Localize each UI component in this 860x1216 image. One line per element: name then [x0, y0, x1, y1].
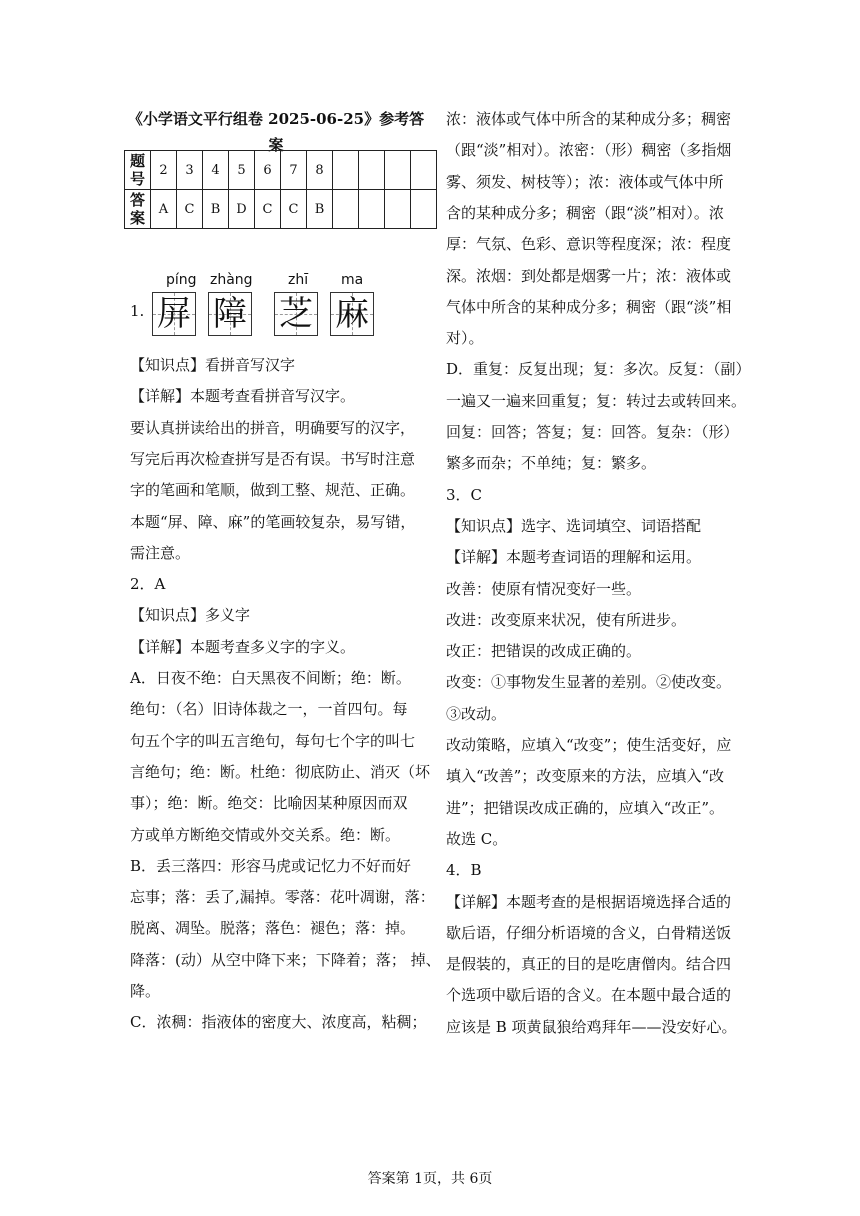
table-cell: 3 — [177, 151, 203, 190]
table-cell: 8 — [307, 151, 333, 190]
text-line: 改动策略，应填入“改变”；使生活变好，应 — [446, 736, 732, 754]
answer-table-row-numbers — [125, 151, 437, 190]
table-cell: 4 — [203, 151, 229, 190]
answer-table-header-answers: 答案 — [125, 190, 151, 229]
text-line: 3．C — [446, 485, 483, 504]
character-grid-box — [208, 292, 252, 336]
table-cell: C — [255, 190, 281, 229]
text-line: 对）。 — [446, 329, 484, 348]
text-line: C．浓稠：指液体的密度大、浓度高，粘稠； — [130, 1013, 427, 1032]
table-cell: B — [307, 190, 333, 229]
title-line-2: 案 — [268, 136, 284, 154]
character-grid-box — [274, 292, 318, 336]
grid-character: 芝 — [279, 294, 313, 334]
question-1-number: 1. — [130, 302, 145, 320]
table-cell — [359, 151, 385, 190]
text-line: 【知识点】选字、选词填空、词语搭配 — [446, 516, 702, 535]
text-line: 浓：液体或气体中所含的某种成分多；稠密 — [446, 110, 732, 128]
text-line: 【知识点】看拼音写汉字 — [130, 356, 296, 374]
text-line: 雾、须发、树枝等）；浓：液体或气体中所 — [446, 172, 724, 191]
text-line: 厚：气氛、色彩、意识等程度深；浓：程度 — [446, 235, 732, 254]
character-grid-box — [330, 292, 374, 336]
table-cell: 2 — [151, 151, 177, 190]
text-line: 绝句：（名）旧诗体裁之一，一首四句。每 — [130, 700, 408, 719]
text-line: 要认真拼读给出的拼音，明确要写的汉字， — [130, 418, 416, 437]
text-line: B．丢三落四：形容马虎或记忆力不好而好 — [130, 856, 412, 875]
text-line: 忘事；落：丢了,漏掉。零落：花叶凋谢，落： — [130, 888, 435, 907]
text-line: 事）；绝：断。绝交：比喻因某种原因而双 — [130, 794, 408, 813]
pinyin-label: zhàng — [210, 272, 253, 288]
table-cell — [333, 190, 359, 229]
text-line: 句五个字的叫五言绝句，每句七个字的叫七 — [130, 731, 416, 750]
text-line: 改变：①事物发生显著的差别。②使改变。 — [446, 673, 732, 692]
text-line: 改正：把错误的改成正确的。 — [446, 642, 642, 661]
answer-table-header-numbers: 题号 — [125, 151, 151, 190]
answer-table — [124, 150, 437, 229]
text-line: 繁多而杂；不单纯；复：繁多。 — [446, 454, 657, 473]
table-cell: C — [177, 190, 203, 229]
grid-character: 障 — [213, 294, 247, 334]
text-line: 4．B — [446, 861, 482, 880]
text-line: 【详解】本题考查的是根据语境选择合适的 — [446, 892, 732, 911]
title-line-1: 《小学语文平行组卷 2025-06-25》参考答 — [127, 110, 425, 128]
text-line: 【知识点】多义字 — [130, 606, 251, 625]
table-cell — [411, 151, 437, 190]
text-line: 回复：回答；答复；复：回答。复杂：（形） — [446, 423, 739, 441]
text-line: 字的笔画和笔顺，做到工整、规范、正确。 — [130, 481, 416, 500]
text-line: A．日夜不绝：白天黑夜不间断；绝：断。 — [130, 669, 411, 687]
table-cell: 5 — [229, 151, 255, 190]
text-line: 【详解】本题考查词语的理解和运用。 — [446, 548, 702, 567]
text-line: 脱离、凋坠。脱落；落色：褪色；落：掉。 — [130, 919, 416, 938]
text-line: 改进：改变原来状况，使有所进步。 — [446, 610, 687, 629]
text-line: 一遍又一遍来回重复；复：转过去或转回来。 — [446, 391, 747, 410]
answer-table-row-answers — [125, 190, 437, 229]
table-cell: A — [151, 190, 177, 229]
table-cell — [385, 190, 411, 229]
table-cell — [359, 190, 385, 229]
text-line: 歇后语，仔细分析语境的含义，白骨精送饭 — [446, 923, 732, 942]
grid-character: 屏 — [157, 294, 191, 334]
pinyin-label: píng — [166, 272, 197, 288]
page-footer: 答案第 1页，共 6页 — [367, 1171, 493, 1187]
table-cell — [411, 190, 437, 229]
text-line: D．重复：反复出现；复：多次。反复：（副） — [446, 360, 751, 379]
table-cell: 7 — [281, 151, 307, 190]
pinyin-label: ma — [341, 272, 364, 288]
text-line: 深。浓烟：到处都是烟雾一片；浓：液体或 — [446, 266, 732, 285]
table-cell: B — [203, 190, 229, 229]
table-cell — [385, 151, 411, 190]
text-line: 故选 C。 — [446, 829, 508, 848]
pinyin-label: zhī — [288, 272, 309, 288]
text-line: 应该是 B 项黄鼠狼给鸡拜年——没安好心。 — [446, 1017, 737, 1036]
text-line: 【详解】本题考查看拼音写汉字。 — [130, 387, 356, 406]
text-line: ③改动。 — [446, 704, 507, 723]
text-line: 降落：(动）从空中降下来；下降着；落； 掉、 — [130, 950, 441, 969]
text-line: （跟“淡”相对）。浓密：（形）稠密（多指烟 — [446, 141, 732, 160]
text-line: 改善：使原有情况变好一些。 — [446, 579, 642, 598]
text-line: 言绝句；绝：断。杜绝：彻底防止、消灭（坏 — [130, 762, 431, 781]
text-line: 填入“改善”；改变原来的方法，应填入“改 — [446, 767, 725, 786]
text-line: 降。 — [130, 982, 161, 1000]
text-line: 写完后再次检查拼写是否有误。书写时注意 — [130, 449, 416, 468]
text-line: 方或单方断绝交情或外交关系。绝：断。 — [130, 825, 401, 844]
text-line: 是假装的，真正的目的是吃唐僧肉。结合四 — [446, 955, 732, 974]
text-line: 【详解】本题考查多义字的字义。 — [130, 637, 356, 656]
text-line: 进”；把错误改成正确的，应填入“改正”。 — [446, 798, 725, 817]
text-line: 需注意。 — [130, 543, 191, 562]
character-grid-box — [152, 292, 196, 336]
text-line: 含的某种成分多；稠密（跟“淡”相对）。浓 — [446, 203, 724, 222]
text-line: 2．A — [130, 575, 166, 594]
text-line: 气体中所含的某种成分多；稠密（跟“淡”相 — [446, 297, 732, 316]
table-cell: C — [281, 190, 307, 229]
table-cell — [333, 151, 359, 190]
text-line: 本题“屏、障、麻”的笔画较复杂，易写错， — [130, 512, 416, 531]
text-line: 个选项中歇后语的含义。在本题中最合适的 — [446, 986, 732, 1005]
table-cell: 6 — [255, 151, 281, 190]
grid-character: 麻 — [335, 294, 369, 334]
table-cell: D — [229, 190, 255, 229]
